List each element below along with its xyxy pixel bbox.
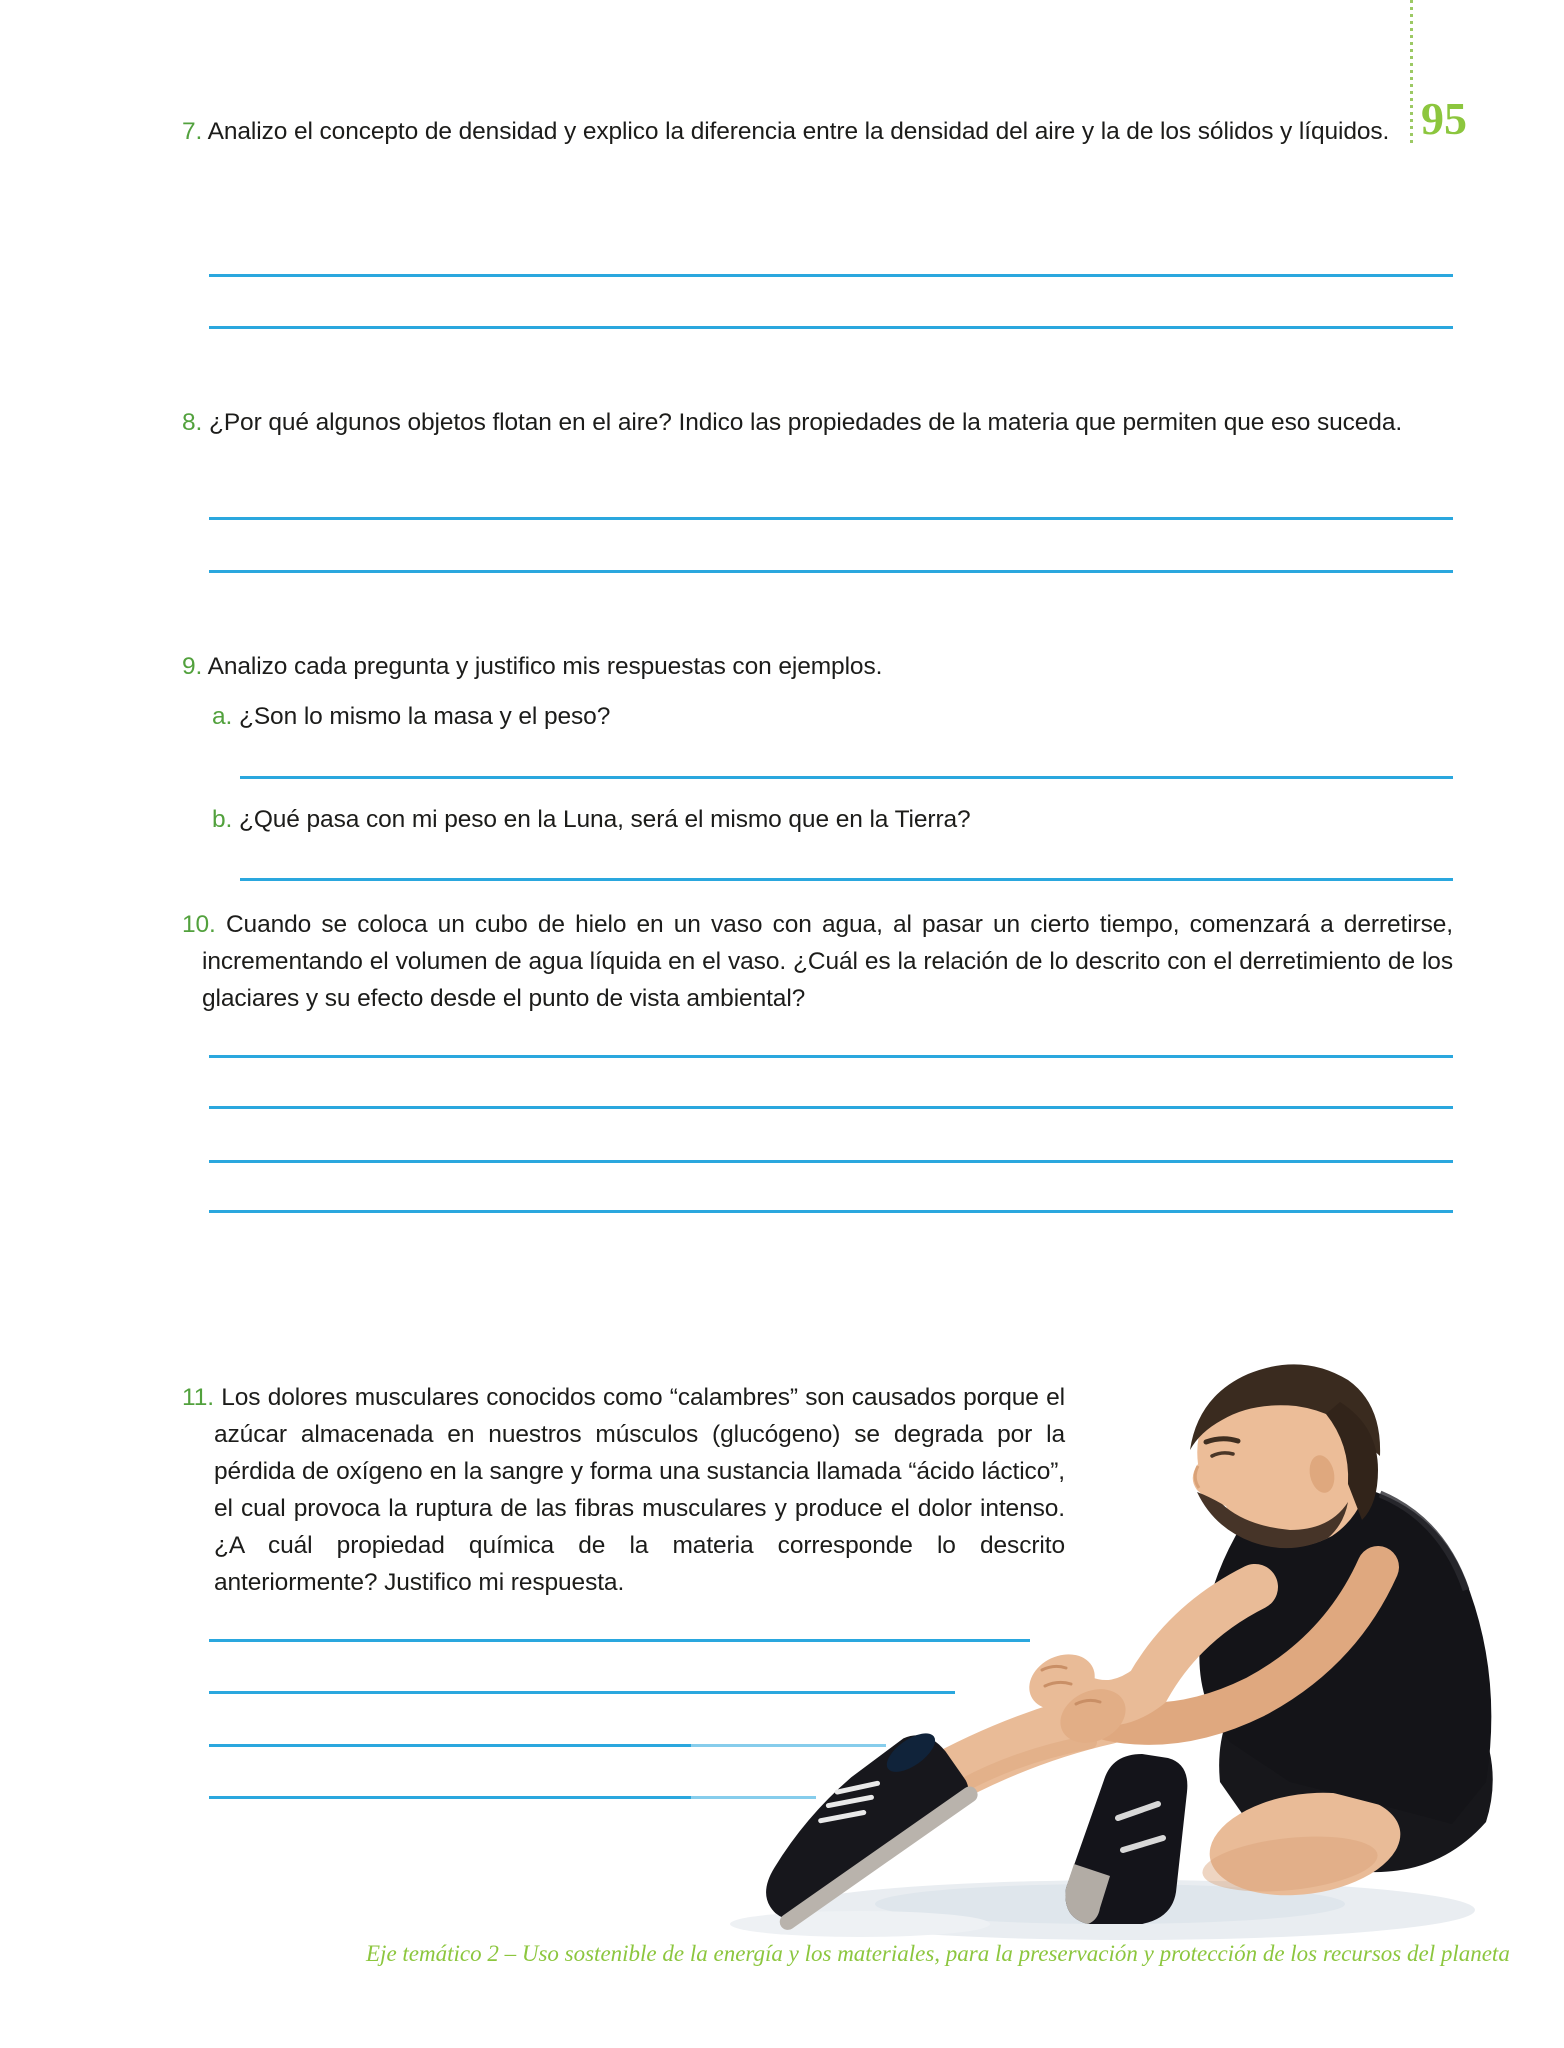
left-sneaker	[1065, 1754, 1187, 1924]
answer-line	[240, 878, 1453, 881]
question-11-text: Los dolores musculares conocidos como “calambres” son causados porque el azúcar almacenada en nuestros músculos (glucógeno) se degrada por la pérdida de oxígeno en la sangre y forma una sustancia llamada “ácido láctico”, el cual provoca la ruptura de las fibras musculares y produce el dolor intenso. ¿A cuál propiedad química de la materia corresponde lo descrito anteriormente? Justifico mi respuesta.	[214, 1384, 1065, 1596]
answer-line	[209, 1796, 691, 1799]
answer-line	[209, 1744, 691, 1747]
answer-line	[240, 776, 1453, 779]
answer-line	[209, 1210, 1453, 1213]
question-10	[182, 906, 1453, 1017]
question-9a-letter: a.	[212, 703, 233, 730]
question-9	[182, 648, 1453, 685]
question-9-number: 9.	[182, 653, 203, 680]
answer-line	[209, 274, 1453, 277]
question-10-number: 10.	[182, 911, 216, 938]
question-9b-text: ¿Qué pasa con mi peso en la Luna, será el mismo que en la Tierra?	[238, 806, 971, 833]
question-7	[182, 113, 1453, 150]
question-8-text: ¿Por qué algunos objetos flotan en el aire? Indico las propiedades de la materia que permiten que eso suceda.	[208, 409, 1403, 436]
question-9a-text: ¿Son lo mismo la masa y el peso?	[238, 703, 611, 730]
question-9b-letter: b.	[212, 806, 233, 833]
question-9a	[212, 698, 1453, 735]
answer-line	[209, 1106, 1453, 1109]
question-7-text: Analizo el concepto de densidad y explico la diferencia entre la densidad del aire y la de los sólidos y líquidos.	[207, 118, 1390, 145]
question-8	[182, 404, 1453, 441]
question-8-number: 8.	[182, 409, 203, 436]
page-number: 95	[1421, 93, 1467, 144]
shoe-reflection	[730, 1911, 990, 1937]
answer-line	[209, 570, 1453, 573]
question-9b	[212, 801, 1453, 838]
muscle-cramp-photo	[690, 1352, 1530, 1992]
question-9-text: Analizo cada pregunta y justifico mis respuestas con ejemplos.	[207, 653, 883, 680]
question-10-text: Cuando se coloca un cubo de hielo en un vaso con agua, al pasar un cierto tiempo, comenzará a derretirse, incrementando el volumen de agua líquida en el vaso. ¿Cuál es la relación de lo descrito con el derretimiento de los glaciares y su efecto desde el punto de vista ambiental?	[202, 911, 1453, 1012]
answer-line	[209, 517, 1453, 520]
question-11-number: 11.	[182, 1384, 214, 1411]
footer-theme-caption: Eje temático 2 – Uso sostenible de la energía y los materiales, para la preservación y protección de los recursos del planeta	[366, 1941, 1510, 1966]
answer-line	[209, 1160, 1453, 1163]
answer-line	[209, 1055, 1453, 1058]
question-7-number: 7.	[182, 118, 203, 145]
answer-line	[209, 326, 1453, 329]
